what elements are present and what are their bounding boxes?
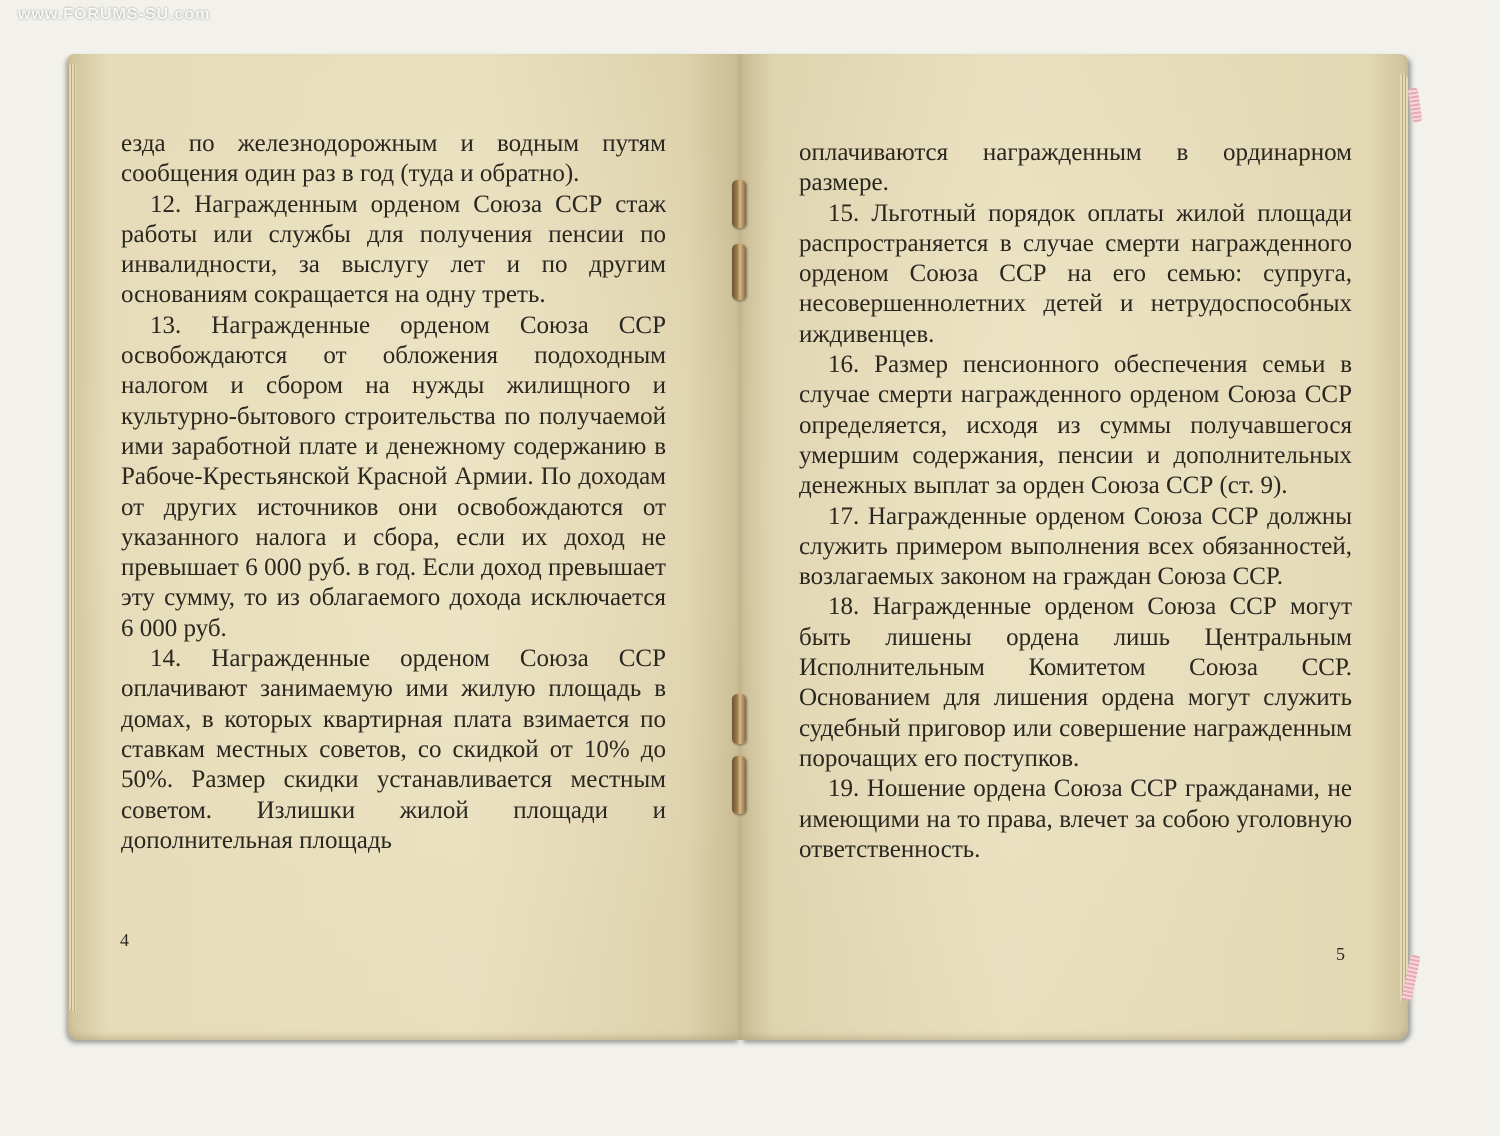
- paragraph-18: 18. Награжденные орденом Союза ССР могут быть лишены ордена лишь Центральным Исполнительным Комитетом Союза ССР. Основанием для лишения ордена могут служить судебный приговор или совершение награжденным порочащих его поступков.: [799, 593, 1352, 772]
- paragraph-12: 12. Награжденным орденом Союза ССР стаж работы или службы для получения пенсии по инвалидности, за выслугу лет и по другим основаниям сокращается на одну треть.: [121, 190, 666, 309]
- booklet-spread: [68, 54, 1408, 1040]
- watermark: www.FORUMS-SU.com: [18, 6, 211, 23]
- left-page-text: [121, 129, 666, 856]
- left-page: [68, 54, 740, 1040]
- left-page-edges: [68, 64, 76, 1011]
- paragraph-15: 15. Льготный порядок оплаты жилой площади распространяется в случае смерти награжденного орденом Союза ССР на его семью: супруга, несовершеннолетних детей и нетрудоспособных иждивенцев.: [799, 199, 1352, 348]
- paragraph-14: 14. Награжденные орденом Союза ССР оплачивают занимаемую ими жилую площадь в домах, в которых квартирная плата взимается по ставкам местных советов, со скидкой от 10% до 50%. Размер скидки устанавливается местным советом. Излишки жилой площади и дополнительная площадь: [121, 645, 666, 854]
- paragraph-continuation: оплачиваются награжденным в ординарном размере.: [799, 139, 1352, 197]
- binding-stitch-3: [732, 694, 746, 744]
- right-page-text: [799, 138, 1352, 865]
- paragraph-16: 16. Размер пенсионного обеспечения семьи в случае смерти награжденного орденом Союза ССР определяется, исходя из суммы получавшегося умершим содержания, пенсии и дополнительных денежных выплат за орден Союза ССР (ст. 9).: [799, 351, 1352, 500]
- right-page: [740, 54, 1408, 1040]
- binding-stitch-2: [732, 244, 746, 300]
- paragraph-continuation: езда по железнодорожным и водным путям сообщения один раз в год (туда и обратно).: [121, 130, 666, 188]
- binding-stitch-4: [732, 756, 746, 814]
- page-number-right: 5: [1336, 944, 1345, 964]
- paragraph-17: 17. Награжденные орденом Союза ССР должны служить примером выполнения всех обязанностей, возлагаемых законом на граждан Союза ССР.: [799, 502, 1352, 591]
- paragraph-19: 19. Ношение ордена Союза ССР гражданами, не имеющими на то права, влечет за собою уголовную ответственность.: [799, 775, 1352, 863]
- thread-tassel-top: [1408, 87, 1423, 122]
- paragraph-13: 13. Награжденные орденом Союза ССР освобождаются от обложения подоходным налогом и сбором на нужды жилищного и культурно-бытового строительства по получаемой ими заработной плате и денежному содержанию в Рабоче-Крестьянской Красной Армии. По доходам от других источников они освобождаются от указанного налога и сбора, если их доход не превышает 6 000 руб. в год. Если доход превышает эту сумму, то из облагаемого дохода исключается 6 000 руб.: [121, 311, 666, 642]
- page-number-left: 4: [120, 930, 129, 950]
- binding-stitch-1: [732, 180, 746, 228]
- right-page-edges: [1400, 74, 1408, 1001]
